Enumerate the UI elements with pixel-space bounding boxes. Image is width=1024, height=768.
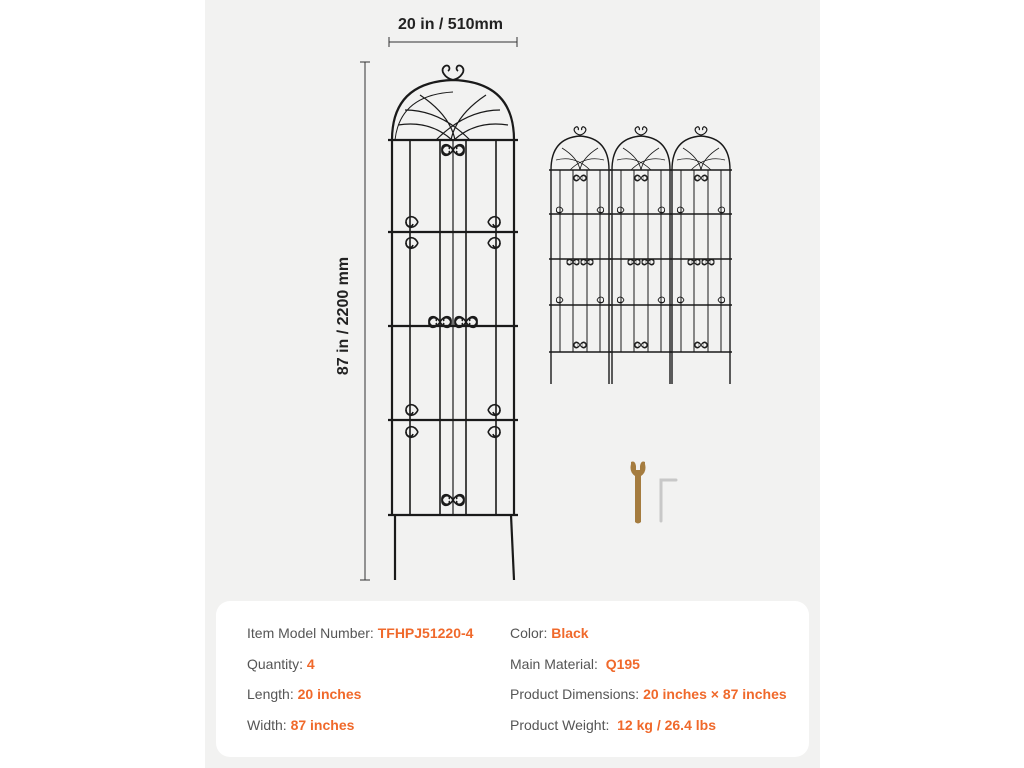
spec-width: Width: 87 inches [247, 717, 355, 733]
spec-quantity: Quantity: 4 [247, 656, 315, 672]
main-trellis-panel [388, 66, 518, 580]
specification-card [216, 601, 809, 757]
wrench-icon [631, 462, 646, 524]
allen-key-icon [661, 480, 676, 521]
spec-product-weight: Product Weight: 12 kg / 26.4 lbs [510, 717, 716, 733]
height-dimension-line [360, 62, 370, 580]
small-trellis-set [549, 127, 732, 384]
spec-main-material: Main Material: Q195 [510, 656, 640, 672]
height-dimension-label: 87 in / 2200 mm [335, 256, 352, 376]
spec-model-number: Item Model Number: TFHPJ51220-4 [247, 625, 474, 641]
width-dimension-line [389, 37, 517, 47]
width-dimension-label: 20 in / 510mm [398, 16, 503, 33]
spec-length: Length: 20 inches [247, 686, 362, 702]
spec-product-dimensions: Product Dimensions: 20 inches × 87 inches [510, 686, 787, 702]
spec-color: Color: Black [510, 625, 589, 641]
